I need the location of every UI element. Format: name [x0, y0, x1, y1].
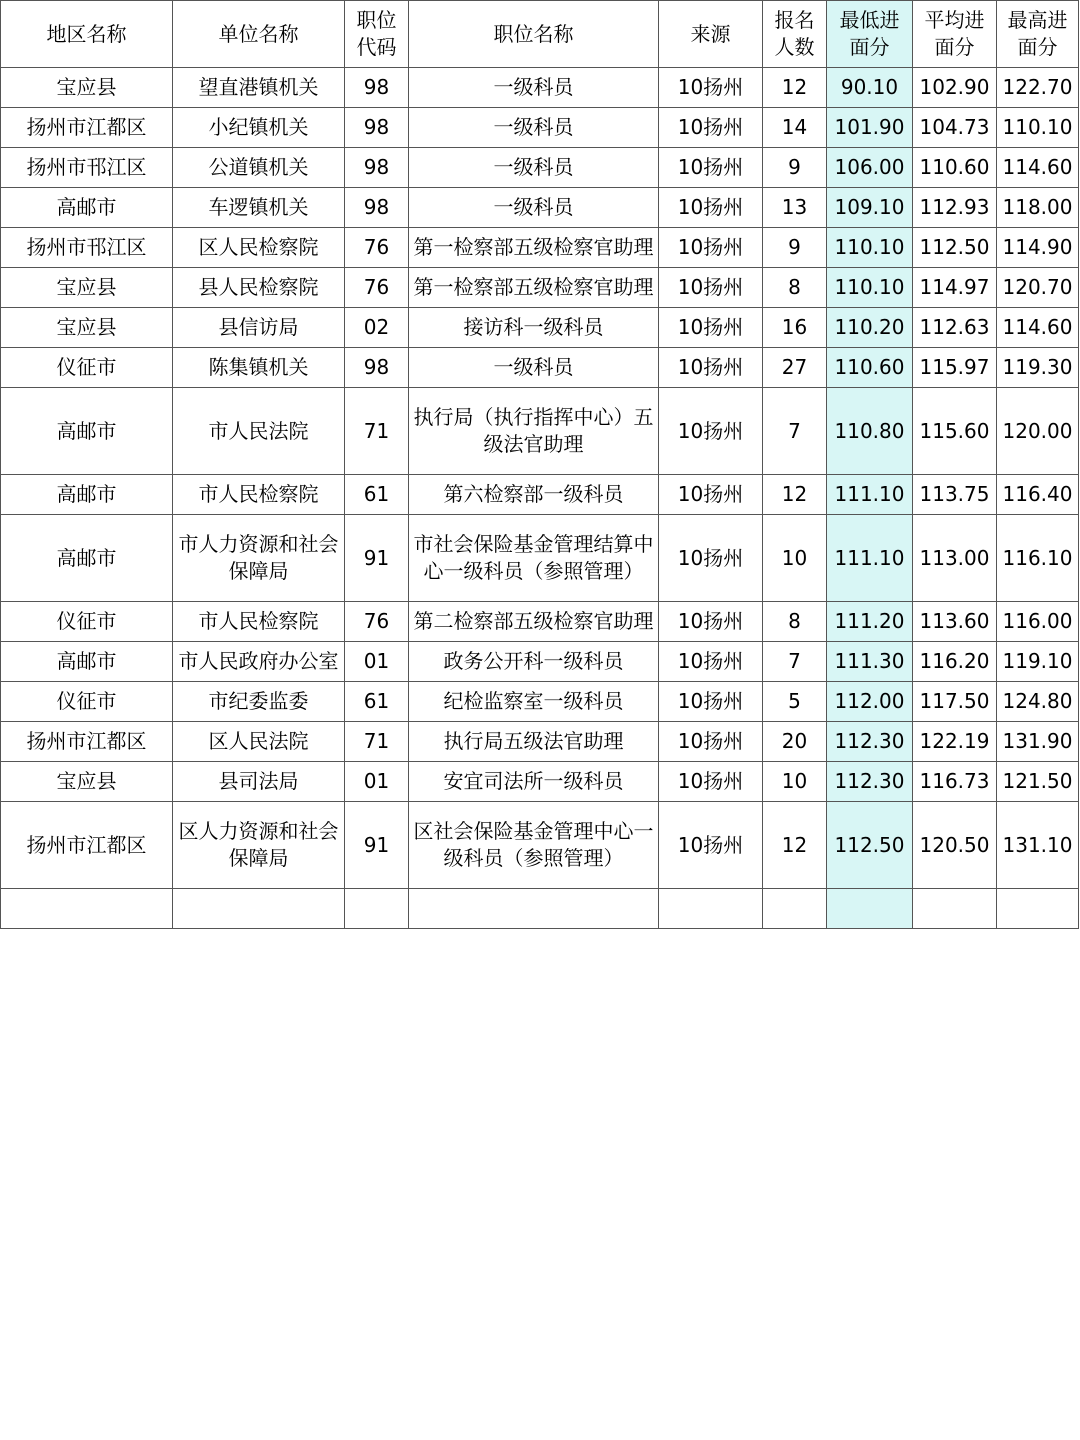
cell-applicants: 12: [763, 802, 827, 889]
cell-source: 10扬州: [659, 348, 763, 388]
cell-avg-score: 122.19: [913, 722, 997, 762]
cell-avg-score: 117.50: [913, 682, 997, 722]
cell-unit: 公道镇机关: [173, 148, 345, 188]
cell-post: 一级科员: [409, 188, 659, 228]
cell-min-score: 111.10: [827, 515, 913, 602]
cell-max-score: 110.10: [997, 108, 1079, 148]
cell-region: 宝应县: [1, 68, 173, 108]
cell-region: 扬州市邗江区: [1, 228, 173, 268]
cell-code: 71: [345, 722, 409, 762]
cell-applicants: 12: [763, 475, 827, 515]
column-header-max-score: 最高进面分: [997, 1, 1079, 68]
cell-partial: [997, 889, 1079, 929]
cell-region: 高邮市: [1, 188, 173, 228]
cell-max-score: 121.50: [997, 762, 1079, 802]
cell-region: 宝应县: [1, 308, 173, 348]
cell-code: 76: [345, 228, 409, 268]
table-row: [1, 475, 1079, 515]
cell-applicants: 7: [763, 642, 827, 682]
header-row: [1, 1, 1079, 68]
cell-applicants: 10: [763, 762, 827, 802]
table-row: [1, 268, 1079, 308]
cell-source: 10扬州: [659, 228, 763, 268]
cell-post: 区社会保险基金管理中心一级科员（参照管理）: [409, 802, 659, 889]
cell-code: 98: [345, 148, 409, 188]
cell-unit: 区人力资源和社会保障局: [173, 802, 345, 889]
cell-unit: 市人民检察院: [173, 475, 345, 515]
cell-min-score: 110.60: [827, 348, 913, 388]
cell-max-score: 124.80: [997, 682, 1079, 722]
cell-code: 91: [345, 515, 409, 602]
cell-avg-score: 114.97: [913, 268, 997, 308]
cell-min-score: 112.30: [827, 762, 913, 802]
cell-code: 98: [345, 348, 409, 388]
cell-code: 01: [345, 762, 409, 802]
cell-code: 61: [345, 475, 409, 515]
cell-post: 接访科一级科员: [409, 308, 659, 348]
cell-avg-score: 115.60: [913, 388, 997, 475]
cell-avg-score: 112.63: [913, 308, 997, 348]
column-header-avg-score: 平均进面分: [913, 1, 997, 68]
column-header-applicants: 报名人数: [763, 1, 827, 68]
table-row: [1, 108, 1079, 148]
cell-avg-score: 115.97: [913, 348, 997, 388]
cell-min-score: 112.30: [827, 722, 913, 762]
cell-code: 02: [345, 308, 409, 348]
cell-post: 执行局（执行指挥中心）五级法官助理: [409, 388, 659, 475]
cell-applicants: 13: [763, 188, 827, 228]
cell-avg-score: 120.50: [913, 802, 997, 889]
cell-max-score: 120.00: [997, 388, 1079, 475]
column-header-code: 职位代码: [345, 1, 409, 68]
table-row: [1, 802, 1079, 889]
cell-code: 76: [345, 602, 409, 642]
cell-post: 第二检察部五级检察官助理: [409, 602, 659, 642]
cell-region: 高邮市: [1, 388, 173, 475]
table-row: [1, 68, 1079, 108]
cell-unit: 陈集镇机关: [173, 348, 345, 388]
cell-applicants: 10: [763, 515, 827, 602]
table-row: [1, 188, 1079, 228]
cell-source: 10扬州: [659, 682, 763, 722]
table-row: [1, 642, 1079, 682]
cell-unit: 小纪镇机关: [173, 108, 345, 148]
cell-max-score: 118.00: [997, 188, 1079, 228]
cell-post: 执行局五级法官助理: [409, 722, 659, 762]
cell-applicants: 16: [763, 308, 827, 348]
cell-code: 91: [345, 802, 409, 889]
column-header-source: 来源: [659, 1, 763, 68]
cell-post: 市社会保险基金管理结算中心一级科员（参照管理）: [409, 515, 659, 602]
cell-code: 98: [345, 68, 409, 108]
cell-max-score: 120.70: [997, 268, 1079, 308]
cell-partial: [173, 889, 345, 929]
cell-source: 10扬州: [659, 602, 763, 642]
cell-min-score: 111.20: [827, 602, 913, 642]
cell-region: 仪征市: [1, 682, 173, 722]
cell-post: 一级科员: [409, 68, 659, 108]
cell-max-score: 119.10: [997, 642, 1079, 682]
cell-min-score: 90.10: [827, 68, 913, 108]
cell-applicants: 9: [763, 148, 827, 188]
cell-post: 一级科员: [409, 348, 659, 388]
cell-avg-score: 116.73: [913, 762, 997, 802]
cell-source: 10扬州: [659, 148, 763, 188]
cell-avg-score: 112.93: [913, 188, 997, 228]
cell-source: 10扬州: [659, 475, 763, 515]
cell-max-score: 116.00: [997, 602, 1079, 642]
cell-min-score: 111.10: [827, 475, 913, 515]
cell-max-score: 116.10: [997, 515, 1079, 602]
cell-avg-score: 113.60: [913, 602, 997, 642]
cell-max-score: 114.60: [997, 148, 1079, 188]
table-row: [1, 722, 1079, 762]
cell-region: 高邮市: [1, 475, 173, 515]
table-row: [1, 308, 1079, 348]
cell-post: 第一检察部五级检察官助理: [409, 228, 659, 268]
cell-unit: 县司法局: [173, 762, 345, 802]
cell-avg-score: 102.90: [913, 68, 997, 108]
cell-region: 高邮市: [1, 642, 173, 682]
cell-applicants: 12: [763, 68, 827, 108]
cell-min-score: 110.20: [827, 308, 913, 348]
cell-applicants: 14: [763, 108, 827, 148]
cell-max-score: 116.40: [997, 475, 1079, 515]
cell-unit: 县信访局: [173, 308, 345, 348]
cell-partial: [409, 889, 659, 929]
column-header-post: 职位名称: [409, 1, 659, 68]
cell-code: 98: [345, 188, 409, 228]
cell-applicants: 27: [763, 348, 827, 388]
cell-source: 10扬州: [659, 68, 763, 108]
cell-applicants: 7: [763, 388, 827, 475]
cell-max-score: 122.70: [997, 68, 1079, 108]
table-row: [1, 515, 1079, 602]
cell-region: 宝应县: [1, 762, 173, 802]
cell-post: 一级科员: [409, 108, 659, 148]
table-row: [1, 762, 1079, 802]
table-row: [1, 228, 1079, 268]
table-body: [1, 68, 1079, 929]
cell-applicants: 20: [763, 722, 827, 762]
cell-source: 10扬州: [659, 308, 763, 348]
cell-applicants: 5: [763, 682, 827, 722]
cell-min-score: 109.10: [827, 188, 913, 228]
cell-source: 10扬州: [659, 722, 763, 762]
table-row: [1, 602, 1079, 642]
cell-applicants: 8: [763, 602, 827, 642]
cell-max-score: 114.60: [997, 308, 1079, 348]
cell-max-score: 114.90: [997, 228, 1079, 268]
cell-avg-score: 112.50: [913, 228, 997, 268]
cell-max-score: 131.90: [997, 722, 1079, 762]
cell-max-score: 119.30: [997, 348, 1079, 388]
cell-partial: [1, 889, 173, 929]
cell-partial: [659, 889, 763, 929]
table-row: [1, 348, 1079, 388]
cell-source: 10扬州: [659, 642, 763, 682]
cell-region: 宝应县: [1, 268, 173, 308]
cell-min-score: 110.10: [827, 228, 913, 268]
cell-source: 10扬州: [659, 388, 763, 475]
cell-source: 10扬州: [659, 762, 763, 802]
cell-avg-score: 110.60: [913, 148, 997, 188]
cell-partial: [913, 889, 997, 929]
cell-unit: 县人民检察院: [173, 268, 345, 308]
cell-min-score: 110.80: [827, 388, 913, 475]
cell-code: 71: [345, 388, 409, 475]
cell-avg-score: 116.20: [913, 642, 997, 682]
cell-code: 98: [345, 108, 409, 148]
cell-region: 扬州市江都区: [1, 802, 173, 889]
cell-unit: 车逻镇机关: [173, 188, 345, 228]
cell-min-score: 110.10: [827, 268, 913, 308]
cell-source: 10扬州: [659, 188, 763, 228]
cell-min-score: 111.30: [827, 642, 913, 682]
cell-avg-score: 104.73: [913, 108, 997, 148]
cell-region: 扬州市江都区: [1, 108, 173, 148]
cell-region: 扬州市江都区: [1, 722, 173, 762]
cell-region: 高邮市: [1, 515, 173, 602]
cell-post: 一级科员: [409, 148, 659, 188]
cell-avg-score: 113.75: [913, 475, 997, 515]
table-row-partial: [1, 889, 1079, 929]
cell-partial: [763, 889, 827, 929]
cell-min-score: 101.90: [827, 108, 913, 148]
column-header-unit: 单位名称: [173, 1, 345, 68]
table-row: [1, 148, 1079, 188]
cell-avg-score: 113.00: [913, 515, 997, 602]
cell-partial: [827, 889, 913, 929]
cell-applicants: 8: [763, 268, 827, 308]
cell-min-score: 106.00: [827, 148, 913, 188]
cell-source: 10扬州: [659, 268, 763, 308]
cell-source: 10扬州: [659, 108, 763, 148]
cell-max-score: 131.10: [997, 802, 1079, 889]
table-header: [1, 1, 1079, 68]
cell-min-score: 112.50: [827, 802, 913, 889]
cell-region: 扬州市邗江区: [1, 148, 173, 188]
cell-post: 安宜司法所一级科员: [409, 762, 659, 802]
cell-unit: 区人民法院: [173, 722, 345, 762]
cell-code: 76: [345, 268, 409, 308]
cell-min-score: 112.00: [827, 682, 913, 722]
cell-code: 61: [345, 682, 409, 722]
cell-unit: 市人民检察院: [173, 602, 345, 642]
cell-post: 第一检察部五级检察官助理: [409, 268, 659, 308]
cell-unit: 望直港镇机关: [173, 68, 345, 108]
cell-source: 10扬州: [659, 802, 763, 889]
cell-unit: 区人民检察院: [173, 228, 345, 268]
cell-post: 政务公开科一级科员: [409, 642, 659, 682]
cell-unit: 市人力资源和社会保障局: [173, 515, 345, 602]
cell-unit: 市人民政府办公室: [173, 642, 345, 682]
column-header-min-score: 最低进面分: [827, 1, 913, 68]
cell-partial: [345, 889, 409, 929]
cell-source: 10扬州: [659, 515, 763, 602]
cell-post: 第六检察部一级科员: [409, 475, 659, 515]
cell-region: 仪征市: [1, 348, 173, 388]
table-row: [1, 682, 1079, 722]
table-row: [1, 388, 1079, 475]
cell-post: 纪检监察室一级科员: [409, 682, 659, 722]
cell-unit: 市人民法院: [173, 388, 345, 475]
cell-region: 仪征市: [1, 602, 173, 642]
cell-unit: 市纪委监委: [173, 682, 345, 722]
column-header-region: 地区名称: [1, 1, 173, 68]
cell-code: 01: [345, 642, 409, 682]
cell-applicants: 9: [763, 228, 827, 268]
